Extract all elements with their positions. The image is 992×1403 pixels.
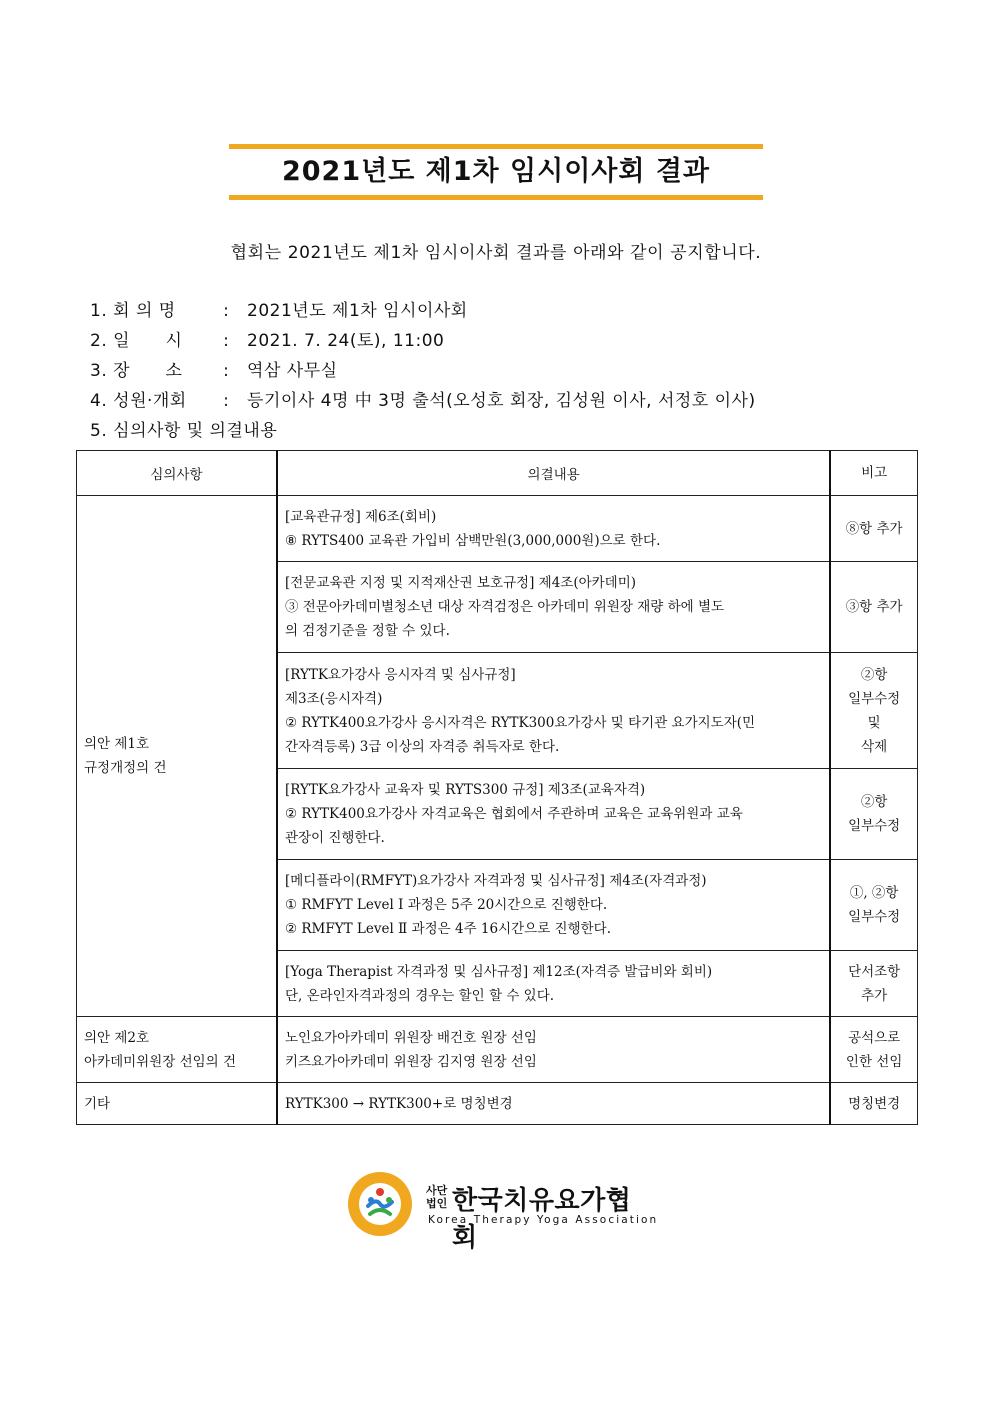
note-cell [830,562,917,653]
note-line: 일부수정 [848,818,901,834]
note-cell: 명칭변경 [830,1083,917,1125]
info-number: 2. [90,331,108,351]
content-line: [RYTK요가강사 응시자격 및 심사규정] [284,666,516,683]
agenda-subtitle: 규정개정의 건 [84,760,167,776]
note-line: 일부수정 [848,909,901,925]
content-line: [전문교육관 지정 및 지적재산권 보호규정] 제4조(아카데미) [284,575,637,591]
header-note: 비고 [830,451,917,496]
note-line: 인한 선임 [845,1053,903,1070]
title-banner [229,144,763,200]
content-line: ② RYTK400요가강사 자격교육은 협회에서 주관하며 교육은 교육위원과 교육 [284,806,743,822]
content-line: [Yoga Therapist 자격과정 및 심사규정] 제12조(자격증 발급비와 회비) [284,963,713,980]
agenda-cell [77,1017,277,1083]
content-line: 의 검정기준을 정할 수 있다. [284,623,450,639]
info-label: 성원·개회 [113,391,187,411]
note-line: 공석으로 [848,1029,901,1046]
table-row [77,1083,918,1125]
content-line: 관장이 진행한다. [284,830,385,846]
info-row: 4. 성원·개회 : 등기이사 4명 中 3명 출석(오성호 회장, 김성원 이사, 서정호 이사) [90,386,756,416]
note-line: ②항 [860,666,888,683]
note-line: ③항 추가 [845,599,903,615]
logo-english: Korea Therapy Yoga Association [428,1214,659,1226]
info-value: 2021년도 제1차 임시이사회 [247,301,468,321]
info-number: 1. [90,301,108,321]
association-logo [346,1170,659,1253]
intro-text: 협회는 2021년도 제1차 임시이사회 결과를 아래와 같이 공지합니다. [230,243,762,263]
content-cell [277,562,830,653]
info-row: 1. 회 의 명 : 2021년도 제1차 임시이사회 [90,296,756,326]
note-line: 일부수정 [848,690,901,707]
note-line: 및 [867,714,881,731]
logo-name: 한국치유요가협회 [452,1186,632,1253]
agenda-subtitle: 아카데미위원장 선임의 건 [84,1053,237,1070]
note-line: ①, ②항 [849,885,899,901]
info-number: 5. [90,421,108,441]
content-cell [277,951,830,1017]
logo-prefix: 사단법인 [426,1184,448,1210]
info-value: 등기이사 4명 中 3명 출석(오성호 회장, 김성원 이사, 서정호 이사) [247,391,756,411]
note-line: 추가 [861,987,888,1004]
info-label: 심의사항 및 의결내용 [113,421,278,441]
note-line: ⑧항 추가 [845,520,903,537]
content-line: 간자격등록) 3급 이상의 자격증 취득자로 한다. [284,738,560,755]
content-line: 노인요가아카데미 위원장 배건호 원장 선임 [284,1029,537,1046]
meeting-info [90,296,756,446]
note-line: 단서조항 [848,963,901,980]
content-line: [RYTK요가강사 교육자 및 RYTS300 규정] 제3조(교육자격) [284,782,646,798]
agenda-cell [77,496,277,1017]
content-line: [교육관규정] 제6조(회비) [284,508,437,525]
content-cell [277,860,830,951]
page-title: 2021년도 제1차 임시이사회 결과 [281,156,711,187]
info-row: 3. 장 소 : 역삼 사무실 [90,356,756,386]
info-number: 4. [90,391,108,411]
note-line: ②항 [860,794,888,810]
note-line: 삭제 [861,738,888,755]
content-line: ② RMFYT Level Ⅱ 과정은 4주 16시간으로 진행한다. [284,921,611,937]
info-label: 일 시 [113,331,183,351]
content-cell [277,769,830,860]
note-cell [830,769,917,860]
content-line: ③ 전문아카데미별청소년 대상 자격검정은 아카데미 위원장 재량 하에 별도 [284,599,725,615]
table-row [77,496,918,562]
content-line: 제3조(응시자격) [284,690,383,707]
content-cell [277,1017,830,1083]
note-cell [830,1017,917,1083]
note-cell [830,653,917,769]
info-value: 역삼 사무실 [247,361,338,381]
info-row [90,416,756,446]
content-line: ⑧ RYTS400 교육관 가입비 삼백만원(3,000,000원)으로 한다. [284,532,661,549]
note-cell [830,951,917,1017]
note-cell [830,496,917,562]
resolution-table [76,450,918,1125]
header-agenda: 심의사항 [77,451,277,496]
title-bar-bottom [229,195,763,200]
info-label: 장 소 [113,361,183,381]
info-value: 2021. 7. 24(토), 11:00 [247,331,445,351]
info-label: 회 의 명 [113,301,176,321]
content-line: ① RMFYT Level Ⅰ 과정은 5주 20시간으로 진행한다. [284,897,608,913]
agenda-cell: 기타 [77,1083,277,1125]
table-row [77,1017,918,1083]
content-line: 단, 온라인자격과정의 경우는 할인 할 수 있다. [284,987,555,1004]
header-content: 의결내용 [277,451,830,496]
info-number: 3. [90,361,108,381]
note-cell [830,860,917,951]
content-line: [메디플라이(RMFYT)요가강사 자격과정 및 심사규정] 제4조(자격과정) [284,873,707,889]
content-cell [277,496,830,562]
info-row: 2. 일 시 : 2021. 7. 24(토), 11:00 [90,326,756,356]
table-header-row [77,451,918,496]
content-cell: RYTK300 → RYTK300+로 명칭변경 [277,1083,830,1125]
content-cell [277,653,830,769]
content-line: 키즈요가아카데미 위원장 김지영 원장 선임 [284,1053,537,1070]
agenda-title: 의안 제2호 [84,1029,150,1046]
agenda-title: 의안 제1호 [84,736,150,752]
logo-seal-icon [346,1170,414,1238]
content-line: ② RYTK400요가강사 응시자격은 RYTK300요가강사 및 타기관 요가지도자(민 [284,714,756,731]
